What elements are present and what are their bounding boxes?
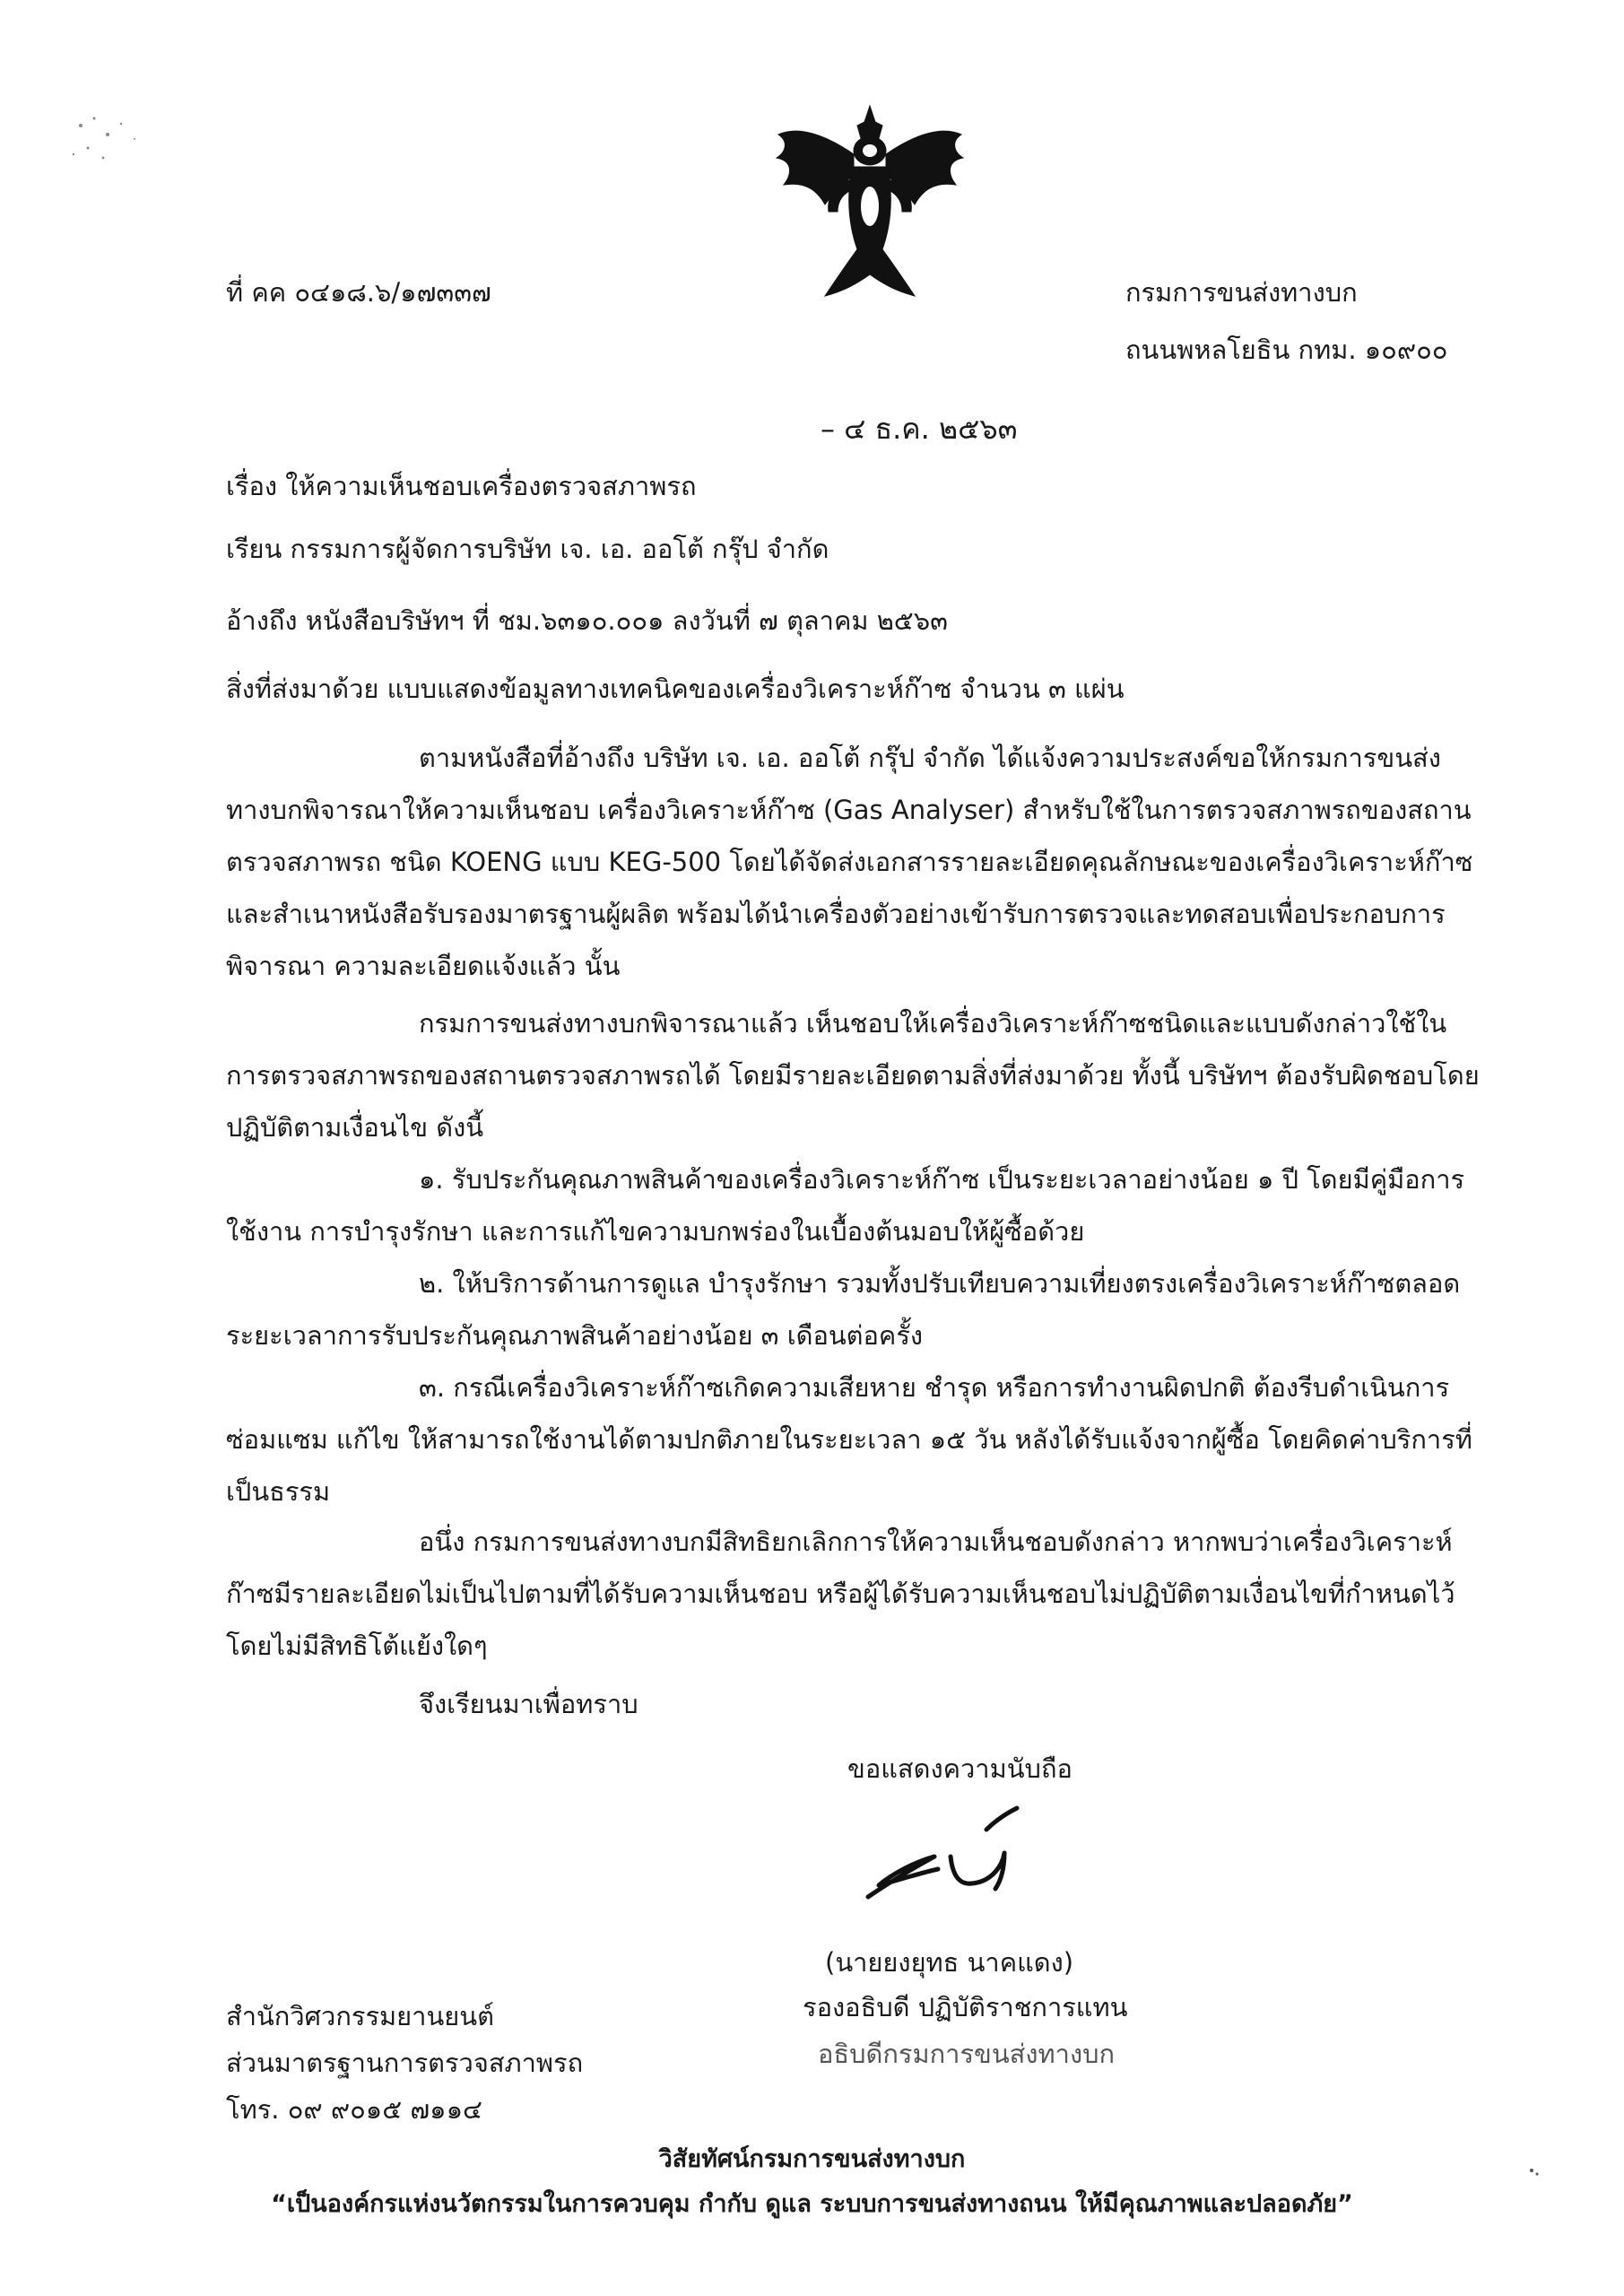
signer-position: รองอธิบดี ปฏิบัติราชการแทน [803,1992,1128,2022]
document-number: ที่ คค ๐๔๑๘.๖/๑๗๓๓๗ [226,277,491,308]
vision-statement: “เป็นองค์กรแห่งนวัตกรรมในการควบคุม กำกับ ดูแล ระบบการขนส่งทางถนน ให้มีคุณภาพและปลอดภัย” [271,2190,1353,2218]
date-dash: – [821,412,845,446]
office-name: สำนักวิศวกรรมยานยนต์ [226,2001,494,2031]
organization-address: ถนนพหลโยธิน กทม. ๑๐๙๐๐ [1125,335,1448,365]
paragraph-text: กรมการขนส่งทางบกพิจารณาแล้ว เห็นชอบให้เครื่องวิเคราะห์ก๊าซชนิดและแบบดังกล่าวใช้ในการตรวจสภาพรถของสถานตรวจสภาพรถได้ โดยมีรายละเอียดตามสิ่งที่ส่งมาด้วย ทั้งนี้ บริษัทฯ ต้องรับผิดชอบโดยปฏิบัติตามเงื่อนไข ดังนี้ [226,1008,1480,1143]
signer-position-2: อธิบดีกรมการขนส่งทางบก [818,2039,1116,2069]
salutation: ขอแสดงความนับถือ [847,1753,1073,1784]
body-paragraph-1 [226,732,1480,992]
subject-line: เรื่อง ให้ความเห็นชอบเครื่องตรวจสภาพรถ [226,471,697,501]
organization-name: กรมการขนส่งทางบก [1125,277,1358,308]
body-paragraph-3 [226,1516,1480,1672]
reference-line: อ้างถึง หนังสือบริษัทฯ ที่ ชม.๖๓๑๐.๐๐๑ ลงวันที่ ๗ ตุลาคม ๒๕๖๓ [226,605,948,636]
scan-marks [63,99,161,179]
condition-item-1: ๑. รับประกันคุณภาพสินค้าของเครื่องวิเคราะห์ก๊าซ เป็นระยะเวลาอย่างน้อย ๑ ปี โดยมีคู่มือการใช้งาน การบำรุงรักษา และการแก้ไขความบกพร่องในเบื้องต้นมอบให้ผู้ซื้อด้วย [226,1164,1465,1247]
phone-number: โทร. ๐๙ ๙๐๑๕ ๗๑๑๔ [226,2094,482,2125]
paragraph-text: ตามหนังสือที่อ้างถึง บริษัท เจ. เอ. ออโต้ กรุ๊ป จำกัด ได้แจ้งความประสงค์ขอให้กรมการขนส่งทางบกพิจารณาให้ความเห็นชอบ เครื่องวิเคราะห์ก๊าซ (Gas Analyser) สำหรับใช้ในการตรวจสภาพรถของสถานตรวจสภาพรถ ชนิด KOENG แบบ KEG-500 โดยได้จัดส่งเอกสารรายละเอียดคุณลักษณะของเครื่องวิเคราะห์ก๊าซและสำเนาหนังสือรับรองมาตรฐานผู้ผลิต พร้อมได้นำเครื่องตัวอย่างเข้ารับการตรวจและทดสอบเพื่อประกอบการพิจารณา ความละเอียดแจ้งแล้ว นั้น [226,743,1473,981]
scan-mark [1524,2161,1542,2179]
signer-name: (นายยงยุทธ นาคแดง) [825,1947,1074,1978]
division-name: ส่วนมาตรฐานการตรวจสภาพรถ [226,2048,584,2078]
paragraph-text: อนึ่ง กรมการขนส่งทางบกมีสิทธิยกเลิกการให้ความเห็นชอบดังกล่าว หากพบว่าเครื่องวิเคราะห์ก๊าซมีรายละเอียดไม่เป็นไปตามที่ได้รับความเห็นชอบ หรือผู้ได้รับความเห็นชอบไม่ปฏิบัติตามเงื่อนไขที่กำหนดไว้ โดยไม่มีสิทธิโต้แย้งใดๆ [226,1526,1455,1661]
garuda-emblem-icon [771,99,968,309]
addressee-line: เรียน กรรมการผู้จัดการบริษัท เจ. เอ. ออโต้ กรุ๊ป จำกัด [226,534,829,564]
condition-item-3: ๓. กรณีเครื่องวิเคราะห์ก๊าซเกิดความเสียหาย ชำรุด หรือการทำงานผิดปกติ ต้องรีบดำเนินการซ่อมแซม แก้ไข ให้สามารถใช้งานได้ตามปกติภายในระยะเวลา ๑๕ วัน หลังได้รับแจ้งจากผู้ซื้อ โดยคิดค่าบริการที่เป็นธรรม [226,1372,1472,1507]
document-date [821,411,1018,447]
handwritten-signature [852,1803,1067,1910]
date-text: ๔ ธ.ค. ๒๕๖๓ [844,412,1018,446]
closing-line: จึงเรียนมาเพื่อทราบ [419,1689,638,1719]
condition-item-2: ๒. ให้บริการด้านการดูแล บำรุงรักษา รวมทั้งปรับเทียบความเที่ยงตรงเครื่องวิเคราะห์ก๊าซตลอดระยะเวลาการรับประกันคุณภาพสินค้าอย่างน้อย ๓ เดือนต่อครั้ง [226,1268,1461,1351]
vision-title: วิสัยทัศน์กรมการขนส่งทางบก [658,2145,966,2173]
enclosure-line: สิ่งที่ส่งมาด้วย แบบแสดงข้อมูลทางเทคนิคของเครื่องวิเคราะห์ก๊าซ จำนวน ๓ แผ่น [226,674,1125,704]
body-paragraph-2 [226,997,1480,1518]
